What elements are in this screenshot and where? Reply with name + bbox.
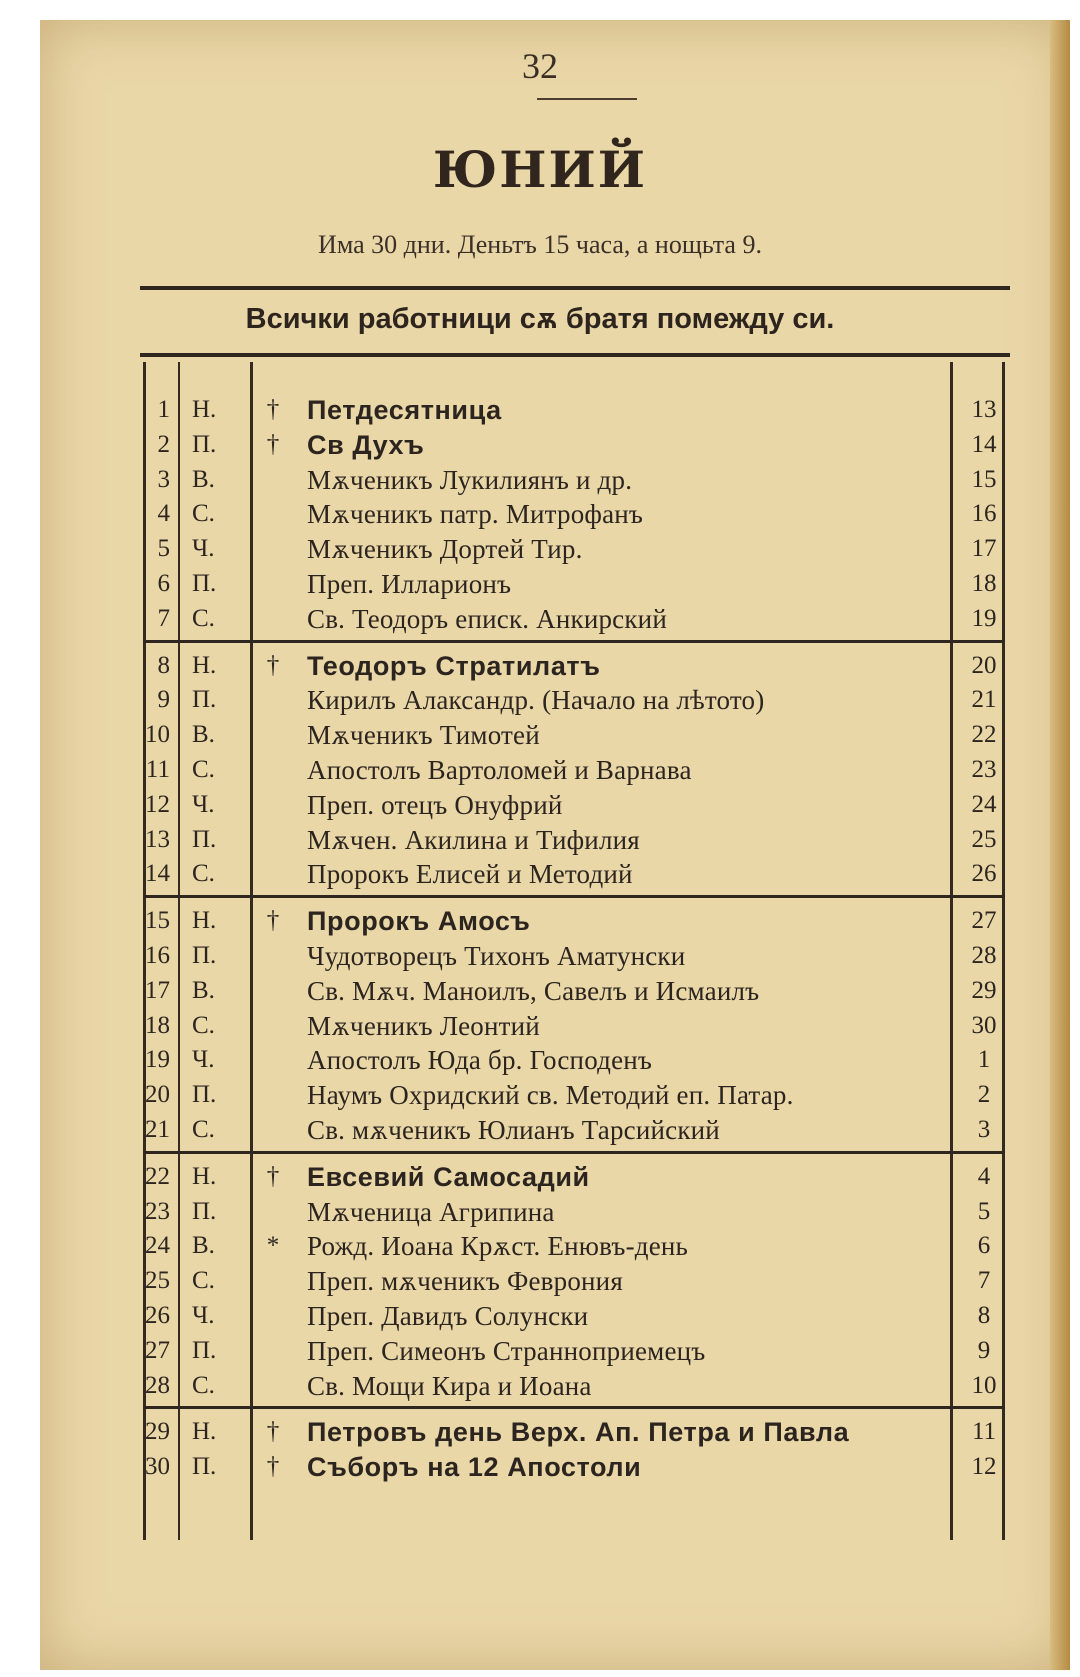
day-number: 19 bbox=[145, 1046, 170, 1074]
month-title: ЮНИЙ bbox=[432, 140, 648, 199]
saint-name: Кирилъ Алаксандр. (Начало на лѣтото) bbox=[307, 685, 765, 716]
saint-name: Пророкъ Елисей и Методий bbox=[307, 859, 633, 890]
day-number: 5 bbox=[157, 535, 170, 563]
feast-name: Петдесятница bbox=[307, 395, 502, 425]
weekday: С. bbox=[192, 1267, 215, 1295]
day-number: 18 bbox=[145, 1011, 170, 1039]
saint-name: Преп. мѫченикъ Феврония bbox=[307, 1266, 623, 1297]
day-number: 15 bbox=[145, 907, 170, 935]
weekday: Н. bbox=[192, 1162, 217, 1190]
saint-name: Мѫченикъ Леонтий bbox=[307, 1010, 540, 1041]
weekday: С. bbox=[192, 1371, 215, 1399]
saint-name: Преп. отецъ Онуфрий bbox=[307, 789, 563, 820]
cross-icon: † bbox=[266, 1418, 280, 1446]
old-style-date: 27 bbox=[971, 907, 997, 935]
day-number: 25 bbox=[145, 1267, 170, 1295]
saint-name: Св. Мощи Кира и Иоана bbox=[307, 1370, 592, 1401]
old-style-date: 28 bbox=[971, 942, 997, 969]
day-number: 10 bbox=[145, 721, 170, 749]
day-number: 8 bbox=[157, 651, 170, 679]
month-info-line: Има 30 дни. Деньтъ 15 часа, а нощьта 9. bbox=[318, 230, 762, 259]
old-style-date: 26 bbox=[971, 860, 997, 888]
weekday: П. bbox=[192, 1336, 217, 1364]
week-separator bbox=[143, 640, 1005, 643]
weekday: Н. bbox=[192, 1418, 217, 1446]
weekday: П. bbox=[192, 686, 217, 714]
old-style-date: 13 bbox=[971, 396, 997, 423]
old-style-date: 1 bbox=[977, 1046, 991, 1074]
weekday: П. bbox=[192, 570, 217, 597]
week-separator bbox=[143, 895, 1005, 898]
cross-icon: † bbox=[266, 1162, 280, 1190]
cross-icon: † bbox=[266, 396, 280, 423]
weekday: В. bbox=[192, 465, 215, 493]
saint-name: Преп. Симеонъ Странноприемецъ bbox=[307, 1335, 706, 1366]
weekday: П. bbox=[192, 1453, 217, 1481]
old-style-date: 25 bbox=[971, 825, 997, 853]
old-style-date: 3 bbox=[977, 1116, 991, 1143]
weekday: С. bbox=[192, 500, 215, 528]
weekday: П. bbox=[192, 942, 217, 969]
cross-icon: † bbox=[266, 1453, 280, 1481]
saint-name: Св. мѫченикъ Юлианъ Тарсийский bbox=[307, 1115, 720, 1145]
old-style-date: 21 bbox=[971, 686, 997, 714]
old-style-date: 22 bbox=[971, 721, 997, 749]
old-style-date: 24 bbox=[971, 790, 997, 818]
old-style-date: 29 bbox=[971, 976, 997, 1004]
weekday: С. bbox=[192, 1011, 215, 1039]
weekday: П. bbox=[192, 1081, 217, 1109]
weekday: Н. bbox=[192, 396, 217, 423]
old-style-date: 17 bbox=[971, 535, 997, 563]
saint-name: Рожд. Иоана Крѫст. Енювъ-день bbox=[307, 1231, 689, 1262]
weekday: В. bbox=[192, 976, 215, 1004]
old-style-date: 15 bbox=[971, 465, 997, 493]
day-number: 9 bbox=[157, 686, 170, 714]
saint-name: Мѫчен. Акилина и Тифилия bbox=[307, 824, 640, 855]
weekday: С. bbox=[192, 604, 215, 632]
saint-name: Наумъ Охридский св. Методий еп. Патар. bbox=[307, 1080, 794, 1111]
day-number: 20 bbox=[145, 1081, 170, 1109]
day-number: 12 bbox=[145, 790, 170, 818]
saint-name: Преп. Илларионъ bbox=[307, 569, 512, 599]
saint-name: Преп. Давидъ Солунски bbox=[307, 1301, 589, 1331]
feast-name: Теодоръ Стратилатъ bbox=[307, 650, 601, 681]
day-number: 27 bbox=[145, 1336, 170, 1364]
day-number: 7 bbox=[157, 604, 170, 632]
day-number: 23 bbox=[145, 1197, 170, 1225]
week-separator bbox=[143, 1151, 1005, 1154]
weekday: Ч. bbox=[192, 1046, 215, 1074]
week-separator bbox=[143, 1406, 1005, 1409]
old-style-date: 6 bbox=[977, 1232, 991, 1260]
feast-name: Пророкъ Амосъ bbox=[307, 906, 531, 937]
page-number: 32 bbox=[522, 46, 558, 86]
saint-name: Мѫченикъ Тимотей bbox=[307, 720, 540, 751]
day-column-divider bbox=[178, 362, 180, 1540]
cross-icon: † bbox=[266, 907, 280, 935]
old-style-date: 19 bbox=[971, 604, 997, 632]
weekday: В. bbox=[192, 1232, 215, 1260]
saint-name: Мѫченица Агрипина bbox=[307, 1196, 555, 1227]
old-style-date: 30 bbox=[971, 1011, 997, 1039]
saint-name: Мѫченикъ Дортей Тир. bbox=[307, 534, 583, 565]
day-number: 3 bbox=[157, 465, 170, 493]
day-number: 6 bbox=[157, 570, 170, 597]
day-number: 28 bbox=[145, 1371, 170, 1399]
feast-name: Евсевий Самосадий bbox=[307, 1161, 590, 1192]
weekday: С. bbox=[192, 1116, 215, 1143]
old-style-date: 18 bbox=[971, 570, 997, 597]
weekday-column-divider bbox=[250, 362, 253, 1540]
saint-name: Св. Мѫч. Маноилъ, Савелъ и Исмаилъ bbox=[307, 975, 760, 1006]
old-style-date: 20 bbox=[971, 651, 997, 679]
day-number: 22 bbox=[145, 1162, 170, 1190]
day-number: 13 bbox=[145, 825, 170, 853]
day-number: 4 bbox=[157, 500, 170, 528]
weekday: С. bbox=[192, 860, 215, 888]
old-style-date: 4 bbox=[977, 1162, 991, 1190]
day-number: 24 bbox=[145, 1232, 170, 1260]
weekday: Н. bbox=[192, 651, 217, 679]
feast-name: Съборъ на 12 Апостоли bbox=[307, 1452, 642, 1483]
weekday: Ч. bbox=[192, 535, 215, 563]
old-style-date: 2 bbox=[977, 1081, 991, 1109]
old-style-date: 8 bbox=[977, 1302, 991, 1329]
saint-name: Мѫченикъ патр. Митрофанъ bbox=[307, 499, 644, 530]
cross-icon: † bbox=[266, 430, 280, 458]
old-style-date: 16 bbox=[971, 500, 997, 528]
saint-name: Апостолъ Юда бр. Господенъ bbox=[307, 1045, 653, 1076]
day-number: 16 bbox=[145, 942, 170, 969]
old-style-date: 9 bbox=[977, 1336, 991, 1364]
weekday: Ч. bbox=[192, 1302, 215, 1329]
day-number: 26 bbox=[145, 1302, 170, 1329]
day-number: 1 bbox=[157, 396, 170, 423]
saint-name: Мѫченикъ Лукилиянъ и др. bbox=[307, 464, 633, 495]
weekday: В. bbox=[192, 721, 215, 749]
old-style-date: 10 bbox=[971, 1371, 997, 1399]
day-number: 30 bbox=[145, 1453, 170, 1481]
old-style-date: 7 bbox=[977, 1267, 991, 1295]
day-number: 14 bbox=[145, 860, 170, 888]
day-number: 17 bbox=[145, 976, 170, 1004]
old-style-date: 5 bbox=[977, 1197, 991, 1225]
saint-name: Св. Теодоръ еписк. Анкирский bbox=[307, 603, 667, 634]
day-number: 11 bbox=[145, 756, 170, 783]
weekday: П. bbox=[192, 430, 217, 458]
motto: Всички работници сѫ братя помежду си. bbox=[245, 303, 835, 335]
weekday: П. bbox=[192, 825, 217, 853]
saint-name: Апостолъ Вартоломей и Варнава bbox=[307, 755, 692, 785]
old-style-date: 12 bbox=[971, 1453, 997, 1481]
weekday: П. bbox=[192, 1197, 217, 1225]
old-date-column-divider bbox=[950, 362, 953, 1540]
old-style-date: 23 bbox=[971, 756, 997, 783]
day-number: 29 bbox=[145, 1418, 170, 1446]
asterisk-icon: * bbox=[266, 1232, 280, 1260]
old-style-date: 11 bbox=[971, 1418, 997, 1446]
saint-name: Чудотворецъ Тихонъ Аматунски bbox=[307, 941, 686, 971]
feast-name: Петровъ день Верх. Ап. Петра и Павла bbox=[307, 1417, 850, 1448]
weekday: Н. bbox=[192, 907, 217, 935]
feast-name: Св Духъ bbox=[307, 429, 425, 460]
weekday: С. bbox=[192, 756, 215, 783]
day-number: 2 bbox=[157, 430, 170, 458]
weekday: Ч. bbox=[192, 790, 215, 818]
day-number: 21 bbox=[145, 1116, 170, 1143]
old-style-date: 14 bbox=[971, 430, 997, 458]
cross-icon: † bbox=[266, 651, 280, 679]
